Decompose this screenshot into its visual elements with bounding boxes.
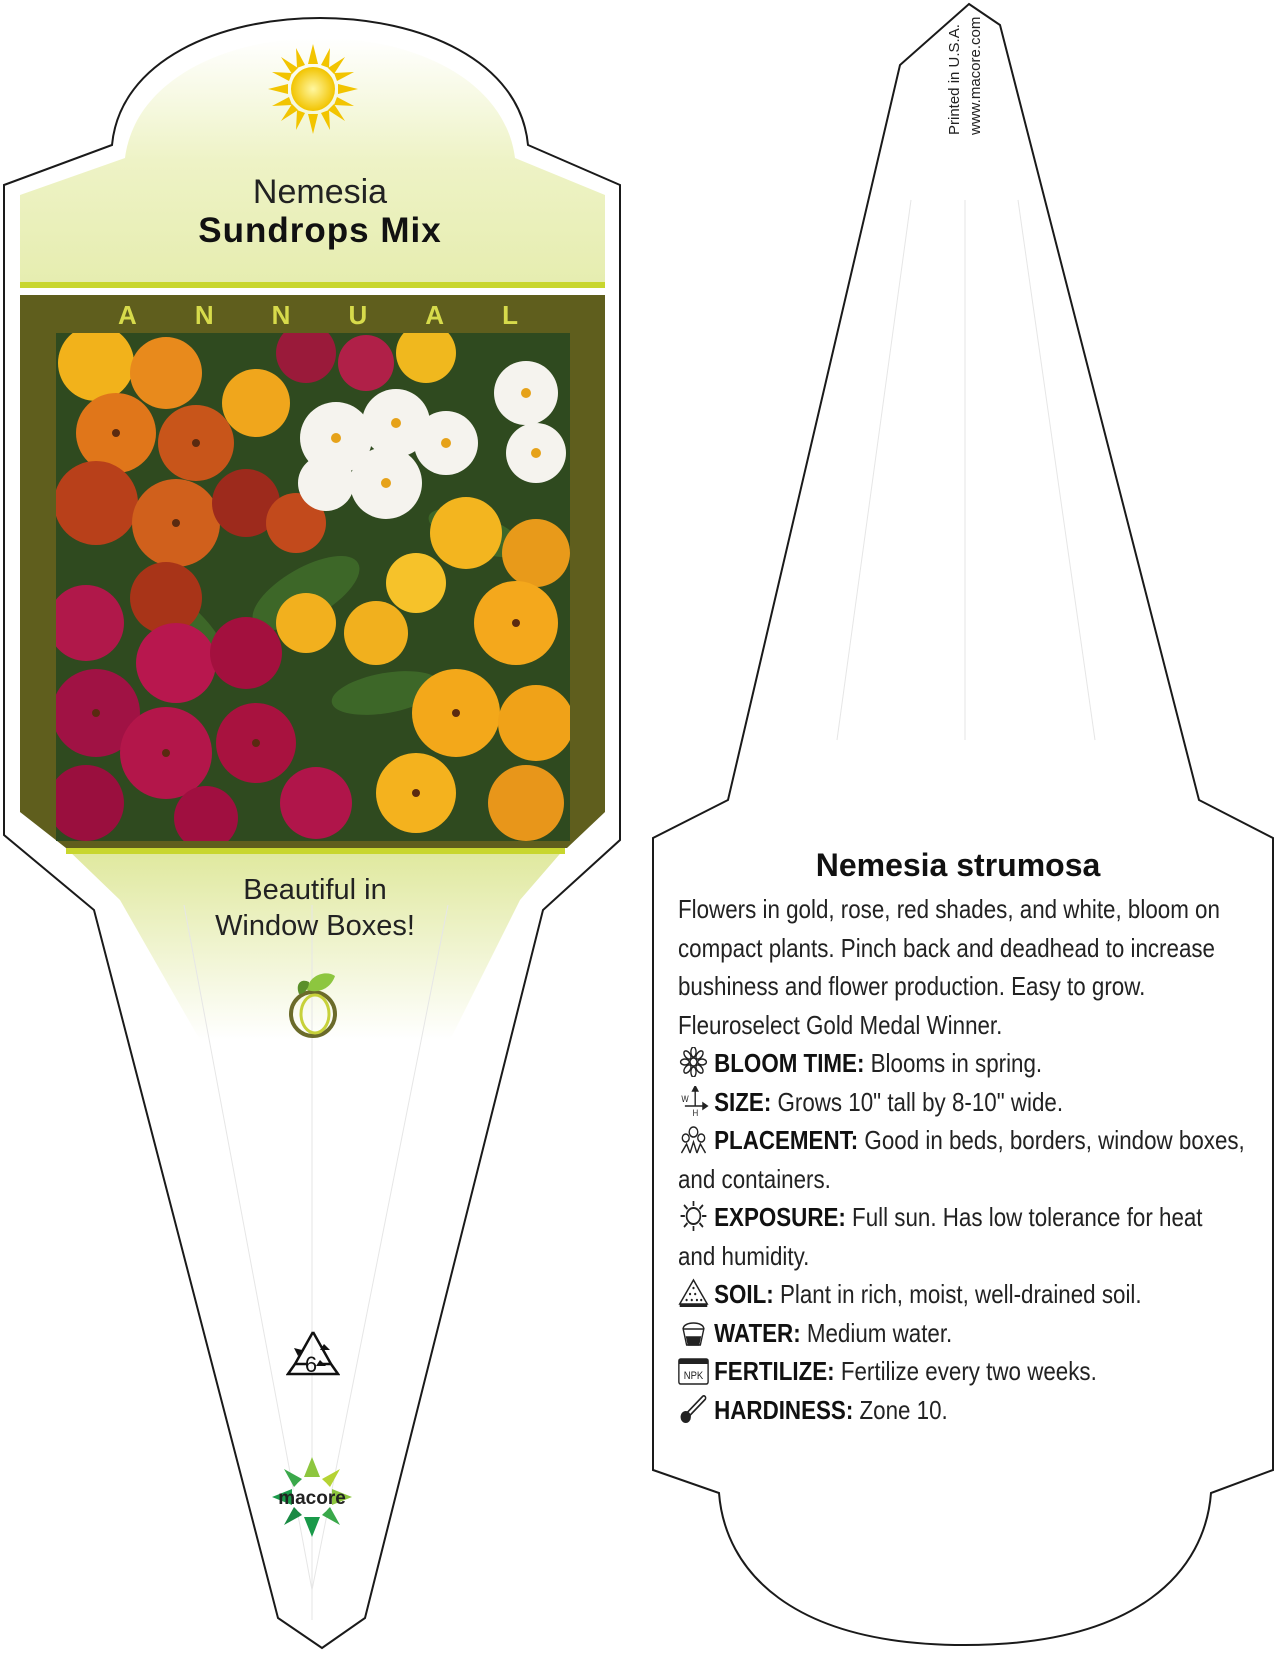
exposure-row: [678, 1198, 1246, 1275]
sun-icon: [268, 44, 358, 134]
water-row: [678, 1314, 1246, 1353]
placement-plants-icon: [678, 1124, 709, 1154]
annual-letter: L: [502, 300, 518, 330]
plant-description: Flowers in gold, rose, red shades, and white, bloom on compact plants. Pinch back and deadhead to increase bushiness and flower production. Easy to grow. Fleuroselect Gold Medal Winner.: [678, 894, 1220, 1040]
thermometer-icon: [678, 1394, 709, 1424]
annual-letter: N: [271, 300, 291, 330]
hardiness-row: [678, 1391, 1246, 1430]
printed-line: Printed in U.S.A.: [946, 24, 963, 135]
watering-can-icon: [678, 1317, 709, 1347]
size-row: [678, 1083, 1246, 1122]
tagline-line: Window Boxes!: [215, 910, 415, 942]
bloom-time-row: [678, 1044, 1246, 1083]
size-h-letter: H: [692, 1106, 699, 1116]
recycle-number: 6: [304, 1352, 318, 1377]
size-dimension-icon: [678, 1086, 709, 1116]
website-line: www.macore.com: [967, 16, 984, 135]
annual-letter: U: [348, 300, 368, 330]
fertilize-value: Fertilize every two weeks.: [834, 1356, 1097, 1386]
annual-label: [118, 300, 518, 331]
bloom-time-label: BLOOM TIME:: [714, 1048, 865, 1078]
fertilize-row: [678, 1352, 1246, 1391]
lime-bar-top: [20, 282, 605, 288]
fertilize-label: FERTILIZE:: [714, 1356, 835, 1386]
scientific-name: Nemesia strumosa: [815, 847, 1101, 883]
size-label: SIZE:: [714, 1086, 772, 1117]
soil-value: Plant in rich, moist, well-drained soil.: [773, 1279, 1142, 1309]
npk-fertilizer-icon: [678, 1355, 709, 1385]
plant-variety-name: Sundrops Mix: [198, 211, 442, 250]
annual-letter: N: [194, 300, 214, 330]
exposure-value: Full sun. Has low tolerance for heat and humidity.: [678, 1202, 1203, 1271]
exposure-label: EXPOSURE:: [714, 1202, 846, 1232]
soil-icon: [678, 1278, 709, 1308]
soil-row: [678, 1275, 1246, 1314]
npk-text: NPK: [683, 1370, 704, 1383]
soil-label: SOIL:: [714, 1279, 774, 1309]
placement-value: Good in beds, borders, window boxes, and containers.: [678, 1125, 1245, 1194]
hardiness-label: HARDINESS:: [714, 1394, 854, 1425]
sun-exposure-icon: [678, 1201, 709, 1231]
water-label: WATER:: [714, 1317, 801, 1348]
placement-row: [678, 1121, 1246, 1198]
plant-common-name: Nemesia: [252, 173, 388, 211]
care-info: [678, 847, 1248, 1429]
lime-bar-bottom: [66, 848, 565, 854]
flower-photo: [56, 333, 570, 841]
water-value: Medium water.: [800, 1317, 953, 1348]
annual-letter: A: [118, 300, 137, 330]
size-value: Grows 10" tall by 8-10" wide.: [771, 1086, 1064, 1117]
brand-name: macore: [278, 1488, 346, 1509]
seed-leaf-icon: [287, 968, 343, 1040]
tagline-line: Beautiful in: [243, 874, 387, 906]
placement-label: PLACEMENT:: [714, 1125, 859, 1155]
size-w-letter: W: [681, 1092, 689, 1104]
hardiness-value: Zone 10.: [853, 1394, 948, 1425]
annual-letter: A: [425, 300, 445, 330]
printed-info: [944, 0, 986, 135]
bloom-time-value: Blooms in spring.: [864, 1048, 1043, 1078]
tagline: [150, 872, 480, 944]
flower-icon: [678, 1047, 709, 1077]
